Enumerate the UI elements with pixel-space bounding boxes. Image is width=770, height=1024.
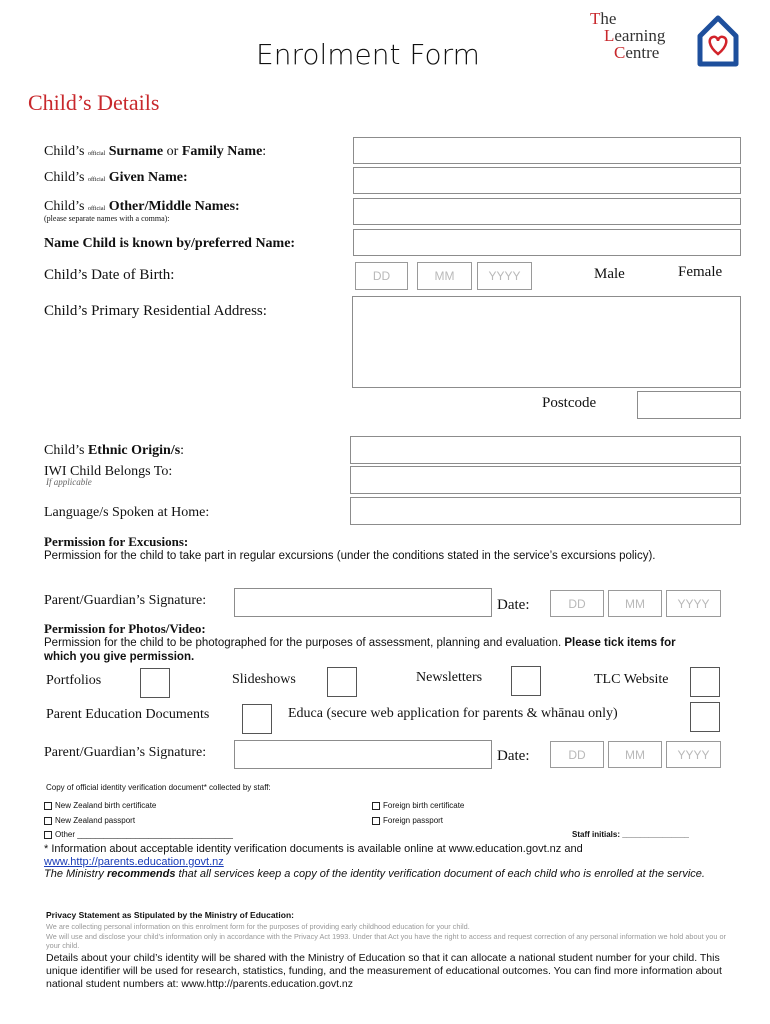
photos-text [44, 636, 704, 664]
section-title: Child’s Details [28, 90, 160, 115]
given-pre: Child’s [44, 170, 85, 185]
logo [590, 10, 750, 72]
other-names-note: (please separate names with a comma): [44, 214, 170, 223]
given-official: official [87, 177, 106, 183]
male-option[interactable]: Male [594, 266, 625, 282]
ministry-post: that all services keep a copy of the identity verification document of each child who is enrolled at the service. [175, 868, 705, 880]
photos-signature-label: Parent/Guardian’s Signature: [44, 745, 207, 760]
address-input[interactable] [352, 296, 741, 388]
tlc-website-checkbox[interactable] [690, 667, 720, 697]
logo-initial-t: T [590, 9, 601, 28]
photos-heading [44, 621, 206, 637]
privacy-line1: We are collecting personal information on this enrolment form for the purposes of providing early childhood education for your child. [46, 922, 470, 931]
other-names-label [44, 199, 240, 215]
privacy-line2: We will use and disclose your child’s information only in accordance with the Privacy Act 1993. Under that Act you have the right to access and request correction of any personal information we hold about you or your child. [46, 932, 726, 950]
checkbox-icon [44, 817, 52, 825]
id-option-other-text: Other ___________________________________ [55, 830, 233, 839]
newsletters-label: Newsletters [416, 670, 483, 685]
id-option-nz-passport[interactable] [44, 816, 135, 825]
other-names-input[interactable] [353, 198, 741, 225]
ethnic-bold: Ethnic Origin/s [87, 443, 181, 458]
house-heart-icon [694, 12, 742, 68]
photos-text-normal: Permission for the child to be photographed for the purposes of assessment, planning and evaluation. [44, 637, 562, 649]
id-option-foreign-passport[interactable] [372, 816, 443, 825]
preferred-name-input[interactable] [353, 229, 741, 256]
checkbox-icon [372, 817, 380, 825]
logo-line2-rest: earning [614, 26, 666, 45]
dob-label: Child’s Date of Birth: [44, 267, 175, 283]
photos-day-input[interactable]: DD [550, 741, 604, 768]
checkbox-icon [44, 831, 52, 839]
ministry-pre: The Ministry [44, 868, 107, 880]
id-option-nz-birth[interactable] [44, 801, 156, 810]
privacy-paragraph: Details about your child’s identity will be shared with the Ministry of Education so that it can allocate a national student number for your child. This unique identifier will be used for research, statistics, funding, and the measurement of educational outcomes. You can find more information about national student numbers at: www.http://parents.education.govt.nz [46, 952, 722, 990]
id-option-nz-passport-text: New Zealand passport [55, 816, 136, 825]
surname-label [44, 144, 266, 160]
preferred-name-label [44, 236, 295, 252]
photos-year-input[interactable]: YYYY [666, 741, 721, 768]
privacy-heading: Privacy Statement as Stipulated by the Ministry of Education: [46, 910, 294, 920]
parent-education-checkbox[interactable] [242, 704, 272, 734]
tlc-website-label: TLC Website [594, 672, 669, 687]
id-option-foreign-birth[interactable] [372, 801, 464, 810]
newsletters-checkbox[interactable] [511, 666, 541, 696]
surname-input[interactable] [353, 137, 741, 164]
staff-initials[interactable]: Staff initials: _______________ [572, 830, 689, 839]
female-option[interactable]: Female [678, 264, 723, 280]
logo-line1-rest: he [600, 9, 617, 28]
surname-bold2: Family Name [181, 144, 263, 159]
dob-month-input[interactable]: MM [417, 262, 472, 290]
iwi-note: If applicable [46, 477, 92, 487]
excursions-signature-label: Parent/Guardian’s Signature: [44, 593, 207, 608]
slideshows-checkbox[interactable] [327, 667, 357, 697]
address-label: Child’s Primary Residential Address: [44, 303, 267, 319]
postcode-input[interactable] [637, 391, 741, 419]
slideshows-label: Slideshows [232, 672, 296, 687]
excursions-month-input[interactable]: MM [608, 590, 662, 617]
other-official: official [87, 206, 106, 212]
surname-bold: Surname [108, 144, 164, 159]
parents-education-link[interactable]: www.http://parents.education.govt.nz [44, 856, 224, 868]
ethnic-input[interactable] [350, 436, 741, 464]
logo-initial-l: L [604, 26, 615, 45]
id-option-other[interactable] [44, 830, 233, 839]
excursions-heading [44, 534, 188, 550]
given-label [44, 170, 188, 186]
checkbox-icon [44, 802, 52, 810]
excursions-text: Permission for the child to take part in regular excursions (under the conditions stated in the service’s excursions policy). [44, 550, 656, 562]
dob-day-input[interactable]: DD [355, 262, 408, 290]
educa-checkbox[interactable] [690, 702, 720, 732]
surname-pre: Child’s [44, 144, 85, 159]
language-label: Language/s Spoken at Home: [44, 505, 210, 520]
iwi-label: IWI Child Belongs To: [44, 464, 173, 479]
photos-month-input[interactable]: MM [608, 741, 662, 768]
photos-signature-input[interactable] [234, 740, 492, 769]
dob-year-input[interactable]: YYYY [477, 262, 532, 290]
educa-label: Educa (secure web application for parents & whānau only) [288, 706, 618, 721]
excursions-heading-text: Permission for Excusions: [44, 534, 189, 549]
portfolios-checkbox[interactable] [140, 668, 170, 698]
preferred-bold: Name Child is known by/preferred Name: [44, 236, 296, 251]
photos-date-label: Date: [497, 748, 530, 764]
photos-text-bold: Please tick items for which you give permission. [44, 637, 676, 663]
ethnic-colon: : [180, 443, 185, 458]
excursions-year-input[interactable]: YYYY [666, 590, 721, 617]
parent-education-label: Parent Education Documents [46, 707, 210, 722]
iwi-input[interactable] [350, 466, 741, 494]
given-bold: Given Name: [108, 170, 188, 185]
identity-heading: Copy of official identity verification document* collected by staff: [46, 783, 271, 792]
surname-official: official [87, 151, 106, 157]
ethnic-label [44, 443, 184, 459]
logo-text [590, 10, 665, 61]
photos-heading-text: Permission for Photos/Video: [44, 621, 206, 636]
excursions-signature-input[interactable] [234, 588, 492, 617]
ethnic-pre: Child’s [44, 443, 85, 458]
id-option-foreign-birth-text: Foreign birth certificate [383, 801, 465, 810]
ministry-note [44, 868, 724, 881]
logo-initial-c: C [614, 43, 626, 62]
given-name-input[interactable] [353, 167, 741, 194]
surname-colon: : [262, 144, 267, 159]
portfolios-label: Portfolios [46, 673, 102, 688]
ministry-bold: recommends [106, 868, 176, 880]
other-pre: Child’s [44, 199, 85, 214]
excursions-date-label: Date: [497, 597, 530, 613]
page-title: Enrolment Form [256, 38, 480, 71]
surname-or: or [166, 144, 179, 159]
identity-note [44, 843, 724, 869]
checkbox-icon [372, 802, 380, 810]
excursions-day-input[interactable]: DD [550, 590, 604, 617]
language-input[interactable] [350, 497, 741, 525]
postcode-label: Postcode [542, 395, 597, 411]
id-option-foreign-passport-text: Foreign passport [383, 816, 444, 825]
identity-note-text: * Information about acceptable identity verification documents is available online at www.education.govt.nz and [44, 843, 583, 855]
other-bold: Other/Middle Names: [108, 199, 240, 214]
id-option-nz-birth-text: New Zealand birth certificate [55, 801, 157, 810]
logo-line3-rest: entre [625, 43, 660, 62]
